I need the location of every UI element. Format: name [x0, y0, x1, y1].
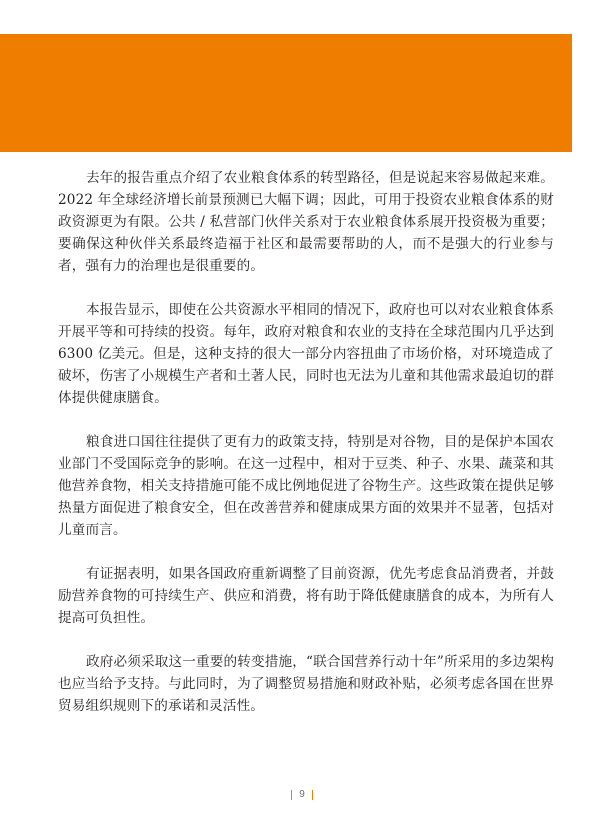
body-text [58, 167, 554, 739]
page-number: 9 [299, 789, 305, 800]
footer-divider-right [312, 790, 313, 800]
paragraph: 有证据表明，如果各国政府重新调整了目前资源，优先考虑食品消费者，并鼓励营养食物的可持续生产、供应和消费，将有助于降低健康膳食的成本，为所有人提高可负担性。 [58, 566, 554, 626]
header-band [0, 34, 572, 152]
footer-divider-left [291, 790, 292, 800]
paragraph: 去年的报告重点介绍了农业粮食体系的转型路径，但是说起来容易做起来难。2022 年全球经济增长前景预测已大幅下调；因此，可用于投资农业粮食体系的财政资源更为有限。公共 / 私营部门伙伴关系对于农业粮食体系展开投资极为重要；要确保这种伙伴关系最终造福于社区和最需要帮助的人，而不是强大的行业参与者，强有力的治理也是很重要的。 [58, 170, 554, 274]
page-footer [0, 789, 604, 800]
paragraph: 粮食进口国往往提供了更有力的政策支持，特别是对谷物，目的是保护本国农业部门不受国际竞争的影响。在这一过程中，相对于豆类、种子、水果、蔬菜和其他营养食物，相关支持措施可能不成比例地促进了谷物生产。这些政策在提供足够热量方面促进了粮食安全，但在改善营养和健康成果方面的效果并不显著，包括对儿童而言。 [58, 434, 554, 538]
paragraph: 政府必须采取这一重要的转变措施，“联合国营养行动十年”所采用的多边架构也应当给予支持。与此同时，为了调整贸易措施和财政补贴，必须考虑各国在世界贸易组织规则下的承诺和灵活性。 [58, 654, 554, 714]
paragraph: 本报告显示，即使在公共资源水平相同的情况下，政府也可以对农业粮食体系开展平等和可持续的投资。每年，政府对粮食和农业的支持在全球范围内几乎达到 6300 亿美元。但是，这种支持的很大一部分内容扭曲了市场价格，对环境造成了破坏，伤害了小规模生产者和土著人民，同时也无法为儿童和其他需求最迫切的群体提供健康膳食。 [58, 302, 554, 406]
